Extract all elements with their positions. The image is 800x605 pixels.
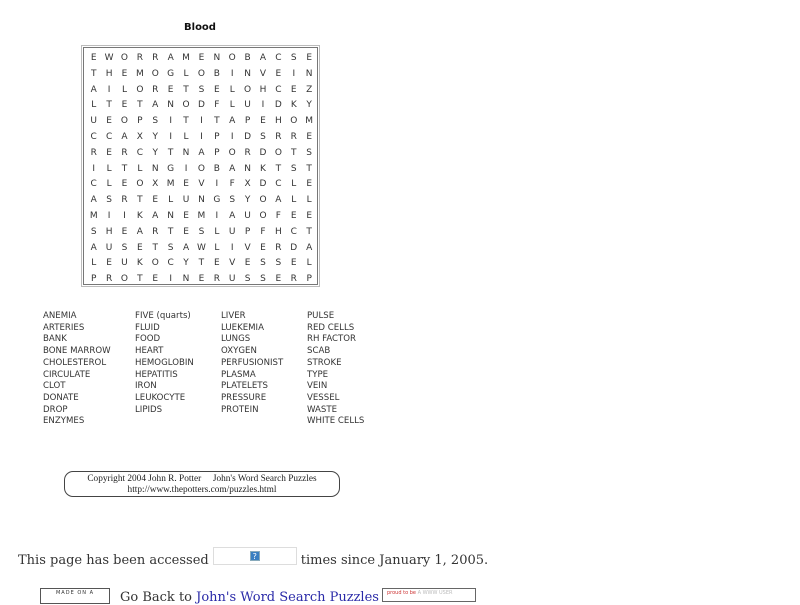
grid-cell: P [90, 274, 97, 285]
grid-cell: L [91, 100, 97, 111]
grid-cell: E [183, 226, 189, 237]
grid-cell: L [168, 195, 174, 206]
grid-cell: H [105, 68, 113, 79]
proud-badge-text: proud to be [387, 590, 416, 596]
word-list-item: VESSEL [307, 392, 340, 403]
grid-cell: E [121, 226, 128, 237]
grid-cell: S [290, 53, 297, 63]
grid-cell: Y [152, 147, 158, 158]
word-list-item: ANEMIA [43, 311, 77, 321]
grid-row [84, 193, 317, 209]
grid-cell: G [167, 163, 175, 174]
grid-cell: R [152, 84, 159, 95]
grid-cell: R [152, 226, 159, 237]
grid-cell: I [92, 163, 96, 174]
grid-cell: A [152, 100, 159, 111]
grid-cell: V [229, 258, 236, 269]
grid-cell: L [183, 131, 189, 142]
grid-cell: L [214, 226, 220, 237]
grid-cell: E [275, 274, 282, 285]
grid-cell: S [260, 131, 266, 142]
grid-cell: I [230, 242, 234, 253]
grid-row [84, 51, 317, 67]
grid-row [84, 114, 317, 130]
grid-cell: E [290, 84, 297, 95]
grid-cell: U [105, 242, 113, 253]
grid-cell: A [121, 131, 128, 142]
word-list-column-4 [307, 311, 364, 428]
word-list-item: PLASMA [221, 369, 256, 380]
grid-cell: E [167, 84, 174, 95]
grid-row [84, 241, 317, 257]
grid-cell: O [136, 84, 144, 95]
word-list-item: WASTE [307, 404, 338, 415]
word-list-item: HEPATITIS [135, 369, 178, 380]
counter-suffix: times since January 1, 2005. [300, 552, 489, 568]
grid-cell: F [214, 100, 220, 111]
grid-row [84, 130, 317, 146]
grid-cell: E [198, 53, 205, 63]
grid-row [84, 272, 317, 288]
grid-cell: R [121, 195, 128, 206]
grid-cell: L [306, 258, 312, 269]
grid-row [84, 67, 317, 83]
grid-cell: T [90, 68, 97, 79]
grid-cell: L [229, 100, 235, 111]
word-list-item: RED CELLS [307, 322, 355, 333]
grid-cell: G [167, 68, 175, 79]
grid-cell: I [230, 68, 234, 79]
grid-cell: L [91, 258, 97, 269]
word-list-item: HEMOGLOBIN [135, 357, 194, 368]
grid-cell: T [152, 242, 158, 253]
word-list-item: RH FACTOR [307, 334, 357, 345]
grid-cell: O [259, 210, 267, 221]
grid-cell: V [198, 179, 205, 190]
grid-cell: M [305, 116, 314, 127]
grid-cell: E [260, 242, 266, 253]
grid-cell: C [90, 179, 97, 190]
proud-badge-gray-text: A WWW USER [417, 590, 453, 596]
grid-cell: I [292, 68, 296, 79]
grid-cell: U [90, 116, 97, 127]
grid-cell: A [182, 242, 190, 253]
grid-cell: L [306, 195, 312, 206]
grid-cell: W [104, 53, 114, 63]
grid-cell: I [261, 100, 265, 111]
word-list-item: STROKE [307, 357, 342, 368]
missing-image-icon: ? [250, 551, 260, 561]
grid-cell: L [214, 242, 220, 253]
grid-cell: D [259, 179, 267, 190]
word-list-item: LIVER [221, 311, 246, 321]
grid-cell: S [121, 242, 128, 253]
grid-cell: E [306, 210, 312, 221]
mac-badge-label: MADE ON A [55, 590, 95, 596]
grid-cell: C [275, 53, 282, 63]
grid-cell: P [214, 131, 220, 142]
grid-row [84, 225, 317, 241]
grid-cell: N [182, 147, 190, 158]
grid-cell: I [169, 274, 172, 285]
access-counter-text [18, 551, 488, 569]
grid-cell: R [90, 147, 97, 158]
grid-cell: H [274, 226, 282, 237]
grid-cell: M [182, 53, 190, 63]
word-list-item: CIRCULATE [43, 369, 91, 380]
grid-cell: D [290, 242, 298, 253]
word-list-item: LUEKEMIA [221, 322, 264, 333]
grid-cell: R [290, 131, 297, 142]
grid-cell: S [106, 195, 112, 206]
grid-cell: K [290, 100, 297, 111]
grid-row [84, 209, 317, 225]
grid-cell: A [275, 195, 282, 206]
grid-cell: X [244, 179, 251, 190]
grid-cell: T [183, 116, 189, 127]
grid-cell: E [137, 242, 143, 253]
word-list-item: PULSE [307, 311, 335, 321]
grid-cell: Y [306, 100, 312, 111]
word-list-item: BONE MARROW [43, 346, 111, 357]
grid-cell: O [290, 116, 298, 127]
grid-cell: U [244, 100, 251, 111]
grid-cell: E [152, 274, 159, 285]
word-list-item: FOOD [135, 334, 161, 345]
grid-cell: E [290, 210, 297, 221]
grid-cell: T [214, 116, 220, 127]
grid-cell: R [244, 147, 251, 158]
grid-cell: S [260, 258, 266, 269]
grid-cell: B [213, 68, 220, 79]
word-list-item: BANK [43, 334, 67, 345]
copyright-line: Copyright 2004 John R. Potter John's Word Search Puzzles [87, 474, 317, 484]
grid-cell: A [136, 226, 143, 237]
grid-cell: A [152, 210, 159, 221]
grid-cell: N [167, 210, 175, 221]
word-list-item: ENZYMES [43, 416, 85, 427]
grid-cell: I [215, 179, 219, 190]
grid-cell: O [197, 68, 205, 79]
grid-cell: H [274, 116, 282, 127]
grid-cell: I [230, 131, 234, 142]
grid-cell: E [106, 116, 112, 127]
grid-cell: T [167, 147, 174, 158]
word-list-column-1 [43, 311, 111, 428]
grid-cell: T [291, 147, 297, 158]
word-list-item: PLATELETS [221, 381, 268, 392]
grid-cell: R [290, 274, 297, 285]
grid-cell: T [137, 195, 143, 206]
grid-cell: M [135, 68, 144, 79]
grid-cell: O [228, 147, 236, 158]
word-list-item: CLOT [43, 381, 66, 392]
grid-cell: I [169, 116, 172, 127]
grid-cell: T [121, 163, 128, 174]
word-list-item: WHITE CELLS [307, 416, 365, 427]
grid-cell: I [200, 131, 203, 142]
copyright-url: http://www.thepotters.com/puzzles.html [127, 484, 277, 495]
word-list-item: LEUKOCYTE [135, 392, 186, 403]
grid-cell: A [90, 84, 97, 95]
grid-cell: B [244, 53, 251, 63]
word-list-item: SCAB [307, 346, 331, 357]
grid-cell: A [229, 163, 236, 174]
grid-cell: T [275, 163, 282, 174]
grid-cell: U [182, 195, 190, 206]
grid-cell: R [152, 53, 159, 63]
puzzle-title: Blood [184, 22, 216, 33]
grid-cell: F [275, 210, 281, 221]
grid-cell: E [198, 274, 205, 285]
grid-cell: L [183, 68, 189, 79]
grid-cell: T [106, 100, 112, 111]
grid-cell: L [229, 84, 235, 95]
grid-cell: R [275, 131, 282, 142]
grid-cell: K [260, 163, 266, 174]
word-list-column-2 [135, 311, 194, 416]
grid-cell: A [198, 147, 205, 158]
grid-cell: S [167, 242, 174, 253]
word-list-item: LIPIDS [135, 404, 163, 415]
word-list-column-3 [221, 311, 283, 416]
grid-cell: E [106, 147, 112, 158]
grid-row [84, 177, 317, 193]
grid-cell: O [120, 53, 129, 63]
grid-cell: E [306, 179, 312, 190]
go-back-line [120, 590, 379, 605]
grid-cell: E [90, 53, 97, 63]
word-list-item: PRESSURE [221, 392, 267, 403]
grid-cell: R [121, 147, 128, 158]
grid-cell: O [151, 258, 159, 269]
grid-row [84, 146, 317, 162]
grid-cell: O [120, 274, 129, 285]
grid-row [84, 98, 317, 114]
grid-cell: H [105, 226, 113, 237]
grid-cell: E [260, 116, 266, 127]
grid-cell: O [228, 53, 236, 63]
counter-prefix: This page has been accessed [18, 552, 209, 568]
word-list-item: PROTEIN [221, 404, 259, 415]
grid-cell: H [259, 84, 267, 95]
grid-cell: S [260, 274, 266, 285]
copyright-box [64, 471, 340, 497]
grid-cell: A [90, 242, 97, 253]
word-list-item: TYPE [307, 369, 329, 380]
grid-cell: C [167, 258, 174, 269]
grid-cell: P [244, 116, 251, 127]
grid-cell: I [107, 210, 111, 221]
grid-cell: F [229, 179, 235, 190]
grid-cell: S [290, 163, 297, 174]
grid-cell: O [244, 84, 252, 95]
grid-cell: C [275, 179, 282, 190]
grid-cell: I [169, 131, 172, 142]
grid-cell: O [120, 116, 129, 127]
grid-cell: L [106, 163, 112, 174]
grid-cell: C [136, 147, 144, 158]
grid-cell: X [136, 131, 143, 142]
hit-counter-image [213, 547, 297, 565]
grid-cell: S [306, 147, 313, 158]
grid-cell: S [198, 226, 205, 237]
grid-cell: Y [152, 131, 158, 142]
grid-cell: E [306, 131, 312, 142]
grid-cell: N [244, 68, 251, 79]
grid-cell: P [214, 147, 220, 158]
grid-row [84, 256, 317, 272]
grid-cell: B [213, 163, 220, 174]
grid-cell: A [229, 116, 236, 127]
grid-cell: E [121, 100, 128, 111]
grid-cell: T [198, 258, 205, 269]
grid-cell: R [275, 242, 282, 253]
word-list-item: PERFUSIONIST [221, 357, 284, 368]
grid-cell: L [106, 179, 112, 190]
grid-cell: T [306, 163, 312, 174]
word-list-item: LUNGS [221, 334, 251, 345]
grid-cell: P [306, 274, 312, 285]
grid-cell: E [152, 195, 159, 206]
grid-cell: O [182, 100, 190, 111]
word-search-grid [83, 47, 318, 285]
grid-cell: R [136, 53, 143, 63]
grid-cell: N [167, 100, 175, 111]
grid-cell: O [197, 163, 205, 174]
grid-cell: E [121, 179, 128, 190]
grid-cell: U [121, 258, 128, 269]
grid-cell: D [244, 131, 252, 142]
grid-cell: E [244, 258, 251, 269]
grid-cell: I [107, 84, 111, 95]
grid-cell: V [244, 242, 251, 253]
grid-cell: V [259, 68, 267, 79]
word-list-item: DROP [43, 404, 68, 415]
grid-cell: Y [244, 195, 251, 206]
word-list-item: FIVE (quarts) [135, 311, 191, 321]
grid-cell: D [274, 100, 282, 111]
grid-cell: Y [183, 258, 189, 269]
grid-cell: K [136, 258, 143, 269]
grid-cell: E [275, 68, 282, 79]
grid-cell: O [274, 147, 282, 158]
go-back-link[interactable]: John's Word Search Puzzles [196, 590, 379, 605]
grid-cell: S [90, 226, 97, 237]
grid-cell: T [183, 84, 189, 95]
grid-cell: P [244, 226, 251, 237]
grid-cell: K [136, 210, 143, 221]
word-list-item: DONATE [43, 392, 79, 403]
grid-cell: C [275, 84, 282, 95]
grid-cell: M [89, 210, 98, 221]
grid-cell: A [306, 242, 313, 253]
grid-cell: P [137, 116, 143, 127]
grid-cell: E [290, 258, 297, 269]
grid-cell: C [90, 131, 97, 142]
grid-cell: N [213, 53, 221, 63]
grid-cell: N [305, 68, 313, 79]
grid-cell: E [213, 258, 220, 269]
grid-cell: C [105, 131, 113, 142]
go-back-prefix: Go Back to [120, 590, 197, 605]
grid-cell: E [106, 258, 112, 269]
grid-cell: O [151, 68, 159, 79]
grid-cell: N [244, 163, 251, 174]
grid-cell: S [244, 274, 251, 285]
grid-cell: W [196, 242, 206, 253]
grid-cell: X [152, 179, 159, 190]
word-list-item: ARTERIES [43, 322, 85, 333]
word-list-item: HEART [135, 346, 164, 357]
grid-cell: F [260, 226, 266, 237]
grid-cell: U [244, 210, 251, 221]
grid-cell: I [200, 116, 203, 127]
made-on-mac-badge[interactable] [40, 588, 110, 604]
grid-cell: O [259, 195, 267, 206]
grid-cell: M [197, 210, 206, 221]
grid-cell: T [167, 226, 174, 237]
grid-cell: I [123, 210, 126, 221]
grid-cell: A [229, 210, 236, 221]
grid-cell: M [166, 179, 175, 190]
grid-cell: A [259, 53, 267, 63]
grid-cell: S [275, 258, 282, 269]
grid-cell: L [291, 179, 297, 190]
grid-cell: E [121, 68, 128, 79]
grid-cell: L [137, 163, 143, 174]
grid-cell: N [182, 274, 190, 285]
grid-cell: D [259, 147, 267, 158]
word-list-item: IRON [135, 381, 157, 392]
grid-cell: U [228, 274, 236, 285]
grid-cell: E [213, 84, 220, 95]
grid-cell: O [136, 179, 144, 190]
grid-cell: E [306, 53, 312, 63]
grid-cell: R [213, 274, 220, 285]
grid-cell: T [306, 226, 312, 237]
word-list-item: FLUID [135, 322, 160, 333]
grid-cell: E [183, 179, 189, 190]
grid-cell: Z [306, 84, 313, 95]
grid-cell: I [184, 163, 188, 174]
grid-cell: S [198, 84, 205, 95]
grid-cell: U [228, 226, 236, 237]
grid-cell: N [151, 163, 159, 174]
grid-cell: R [105, 274, 113, 285]
grid-cell: T [137, 100, 143, 111]
grid-cell: S [152, 116, 159, 127]
grid-cell: L [291, 195, 297, 206]
grid-cell: C [290, 226, 297, 237]
grid-cell: I [215, 210, 219, 221]
word-list-item: CHOLESTEROL [43, 357, 107, 368]
grid-cell: E [183, 210, 189, 221]
word-list-item: VEIN [307, 381, 328, 392]
grid-cell: A [90, 195, 97, 206]
grid-cell: S [229, 195, 236, 206]
grid-cell: N [198, 195, 205, 206]
grid-cell: T [137, 274, 143, 285]
grid-cell: D [197, 100, 205, 111]
grid-cell: A [167, 53, 174, 63]
grid-cell: L [121, 84, 127, 95]
word-list-item: OXYGEN [221, 346, 257, 357]
grid-row [84, 162, 317, 178]
grid-cell: G [213, 195, 221, 206]
grid-row [84, 83, 317, 99]
